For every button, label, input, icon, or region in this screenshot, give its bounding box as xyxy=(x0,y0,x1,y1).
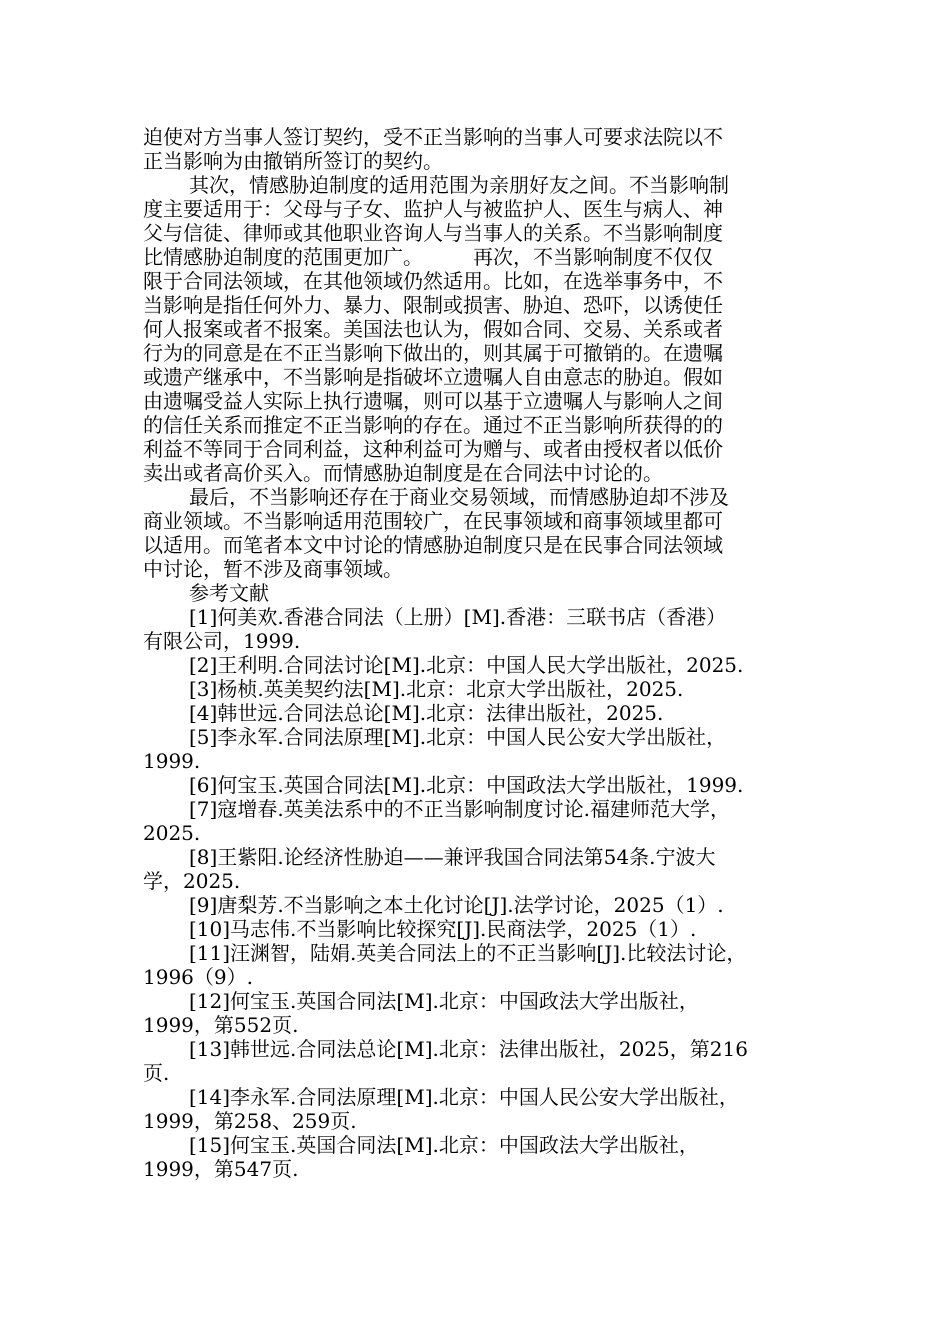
text-line: 1996（9）. xyxy=(143,965,253,989)
text-line: 2025. xyxy=(143,821,201,845)
text-line: 度主要适用于：父母与子女、监护人与被监护人、医生与病人、神 xyxy=(143,197,723,221)
text-line: 限于合同法领域，在其他领域仍然适用。比如，在选举事务中，不 xyxy=(143,269,723,293)
text-line: [2]王利明.合同法讨论[M].北京：中国人民大学出版社，2025. xyxy=(189,653,744,677)
text-line: [3]杨桢.英美契约法[M].北京：北京大学出版社，2025. xyxy=(189,677,684,701)
text-line: 卖出或者高价买入。而情感胁迫制度是在合同法中讨论的。 xyxy=(143,461,663,485)
text-line: 行为的同意是在不正当影响下做出的，则其属于可撤销的。在遗嘱 xyxy=(143,341,723,365)
text-line: [6]何宝玉.英国合同法[M].北京：中国政法大学出版社，1999. xyxy=(189,773,744,797)
text-line: 或遗产继承中，不当影响是指破坏立遗嘱人自由意志的胁迫。假如 xyxy=(143,365,723,389)
text-line: 有限公司，1999. xyxy=(143,629,301,653)
text-line: 1999. xyxy=(143,749,201,773)
text-line: [8]王紫阳.论经济性胁迫——兼评我国合同法第54条.宁波大 xyxy=(189,845,716,869)
text-line: 正当影响为由撤销所签订的契约。 xyxy=(143,149,443,173)
text-line: 的信任关系而推定不正当影响的存在。通过不正当影响所获得的的 xyxy=(143,413,723,437)
text-line: 何人报案或者不报案。美国法也认为，假如合同、交易、关系或者 xyxy=(143,317,723,341)
text-line: 1999，第258、259页. xyxy=(143,1109,357,1133)
text-line: [1]何美欢.香港合同法（上册）[M].香港：三联书店（香港） xyxy=(189,605,727,629)
text-line: 参考文献 xyxy=(189,581,269,605)
text-line: 中讨论，暂不涉及商事领域。 xyxy=(143,557,403,581)
text-line: [5]李永军.合同法原理[M].北京：中国人民公安大学出版社， xyxy=(189,725,727,749)
text-line: 由遗嘱受益人实际上执行遗嘱，则可以基于立遗嘱人与影响人之间 xyxy=(143,389,723,413)
text-line: [9]唐梨芳.不当影响之本土化讨论[J].法学讨论，2025（1）. xyxy=(189,893,724,917)
text-line: 比情感胁迫制度的范围更加广。 再次，不当影响制度不仅仅 xyxy=(143,245,713,269)
text-line: 1999，第552页. xyxy=(143,1013,299,1037)
document-page xyxy=(143,125,818,1181)
text-line: 以适用。而笔者本文中讨论的情感胁迫制度只是在民事合同法领域 xyxy=(143,533,723,557)
text-line: [14]李永军.合同法原理[M].北京：中国人民公安大学出版社， xyxy=(189,1085,739,1109)
text-line: 页. xyxy=(143,1061,170,1085)
text-line: 商业领域。不当影响适用范围较广，在民事领域和商事领域里都可 xyxy=(143,509,723,533)
text-line: 其次，情感胁迫制度的适用范围为亲朋好友之间。不当影响制 xyxy=(189,173,729,197)
text-line: 父与信徒、律师或其他职业咨询人与当事人的关系。不当影响制度 xyxy=(143,221,723,245)
text-line: 学，2025. xyxy=(143,869,241,893)
text-line: [12]何宝玉.英国合同法[M].北京：中国政法大学出版社， xyxy=(189,989,699,1013)
text-line: 最后，不当影响还存在于商业交易领域，而情感胁迫却不涉及 xyxy=(189,485,729,509)
text-line: 迫使对方当事人签订契约，受不正当影响的当事人可要求法院以不 xyxy=(143,125,723,149)
text-line: [10]马志伟.不当影响比较探究[J].民商法学，2025（1）. xyxy=(189,917,697,941)
text-line: 利益不等同于合同利益，这种利益可为赠与、或者由授权者以低价 xyxy=(143,437,723,461)
text-line: [15]何宝玉.英国合同法[M].北京：中国政法大学出版社， xyxy=(189,1133,699,1157)
text-line: [11]汪渊智，陆娟.英美合同法上的不正当影响[J].比较法讨论， xyxy=(189,941,747,965)
text-line: [13]韩世远.合同法总论[M].北京：法律出版社，2025，第216 xyxy=(189,1037,748,1061)
text-line: [4]韩世远.合同法总论[M].北京：法律出版社，2025. xyxy=(189,701,664,725)
text-line: [7]寇增春.英美法系中的不正当影响制度讨论.福建师范大学， xyxy=(189,797,731,821)
text-line: 1999，第547页. xyxy=(143,1157,299,1181)
text-line: 当影响是指任何外力、暴力、限制或损害、胁迫、恐吓，以诱使任 xyxy=(143,293,723,317)
